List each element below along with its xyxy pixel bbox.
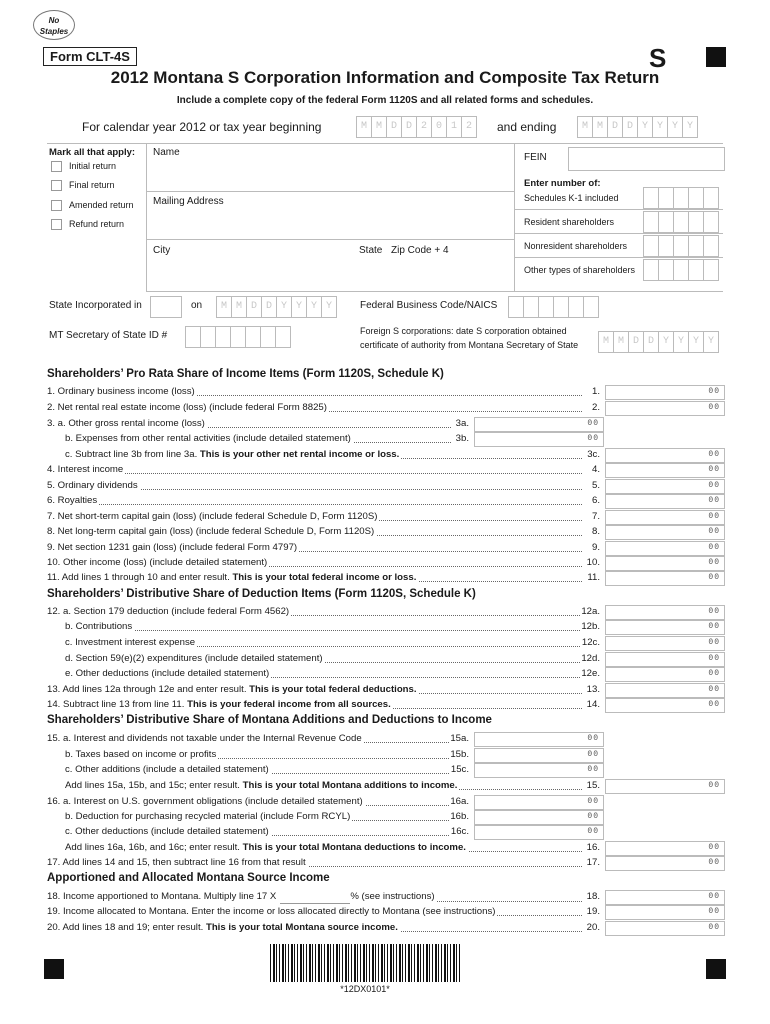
form-line	[47, 402, 600, 414]
line-text	[65, 621, 134, 632]
line-text	[65, 749, 218, 760]
form-line	[65, 749, 469, 761]
cents-placeholder: 00	[708, 607, 720, 616]
line-emphasis: This is your total Montana additions to income.	[242, 780, 458, 791]
amount-field[interactable]	[474, 795, 604, 810]
line-text	[47, 796, 365, 807]
count-label: Resident shareholders	[524, 217, 615, 227]
amount-field[interactable]	[605, 605, 725, 620]
line-number: 5.	[591, 480, 600, 491]
line-number: 9.	[591, 542, 600, 553]
line-number: 4.	[591, 464, 600, 475]
form-line	[47, 495, 600, 507]
line-emphasis: This is your federal income from all sources.	[187, 699, 391, 710]
cents-placeholder: 00	[587, 734, 599, 743]
line-description: 15. a. Interest and dividends not taxable under the Internal Revenue Code	[47, 733, 362, 744]
line-text	[47, 557, 269, 568]
line-emphasis: This is your total federal income or loss.	[232, 572, 417, 583]
line-number: 3a.	[455, 418, 469, 429]
checkbox-label: Amended return	[69, 200, 134, 210]
line-number: 16c.	[450, 826, 469, 837]
cents-placeholder: 00	[587, 797, 599, 806]
divider	[146, 239, 514, 240]
line-number: 8.	[591, 526, 600, 537]
line-description: c. Investment interest expense	[65, 637, 196, 648]
fein-label: FEIN	[524, 152, 547, 163]
cents-placeholder: 00	[708, 481, 720, 490]
line-number: 15c.	[450, 764, 469, 775]
line-text	[47, 684, 419, 695]
amount-field[interactable]	[605, 385, 725, 400]
count-label: Schedules K-1 included	[524, 193, 619, 203]
sos-id-label: MT Secretary of State ID #	[49, 330, 168, 341]
line-text	[65, 637, 197, 648]
cents-placeholder: 00	[587, 419, 599, 428]
line-text	[65, 449, 401, 460]
line-description: 12. a. Section 179 deduction (include federal Form 4562)	[47, 606, 290, 617]
line-text	[65, 668, 271, 679]
amount-field[interactable]	[605, 683, 725, 698]
form-line	[47, 906, 600, 918]
shareholder-count-field[interactable]	[643, 235, 718, 257]
checkbox-initial-return[interactable]	[51, 161, 62, 172]
line-description: c. Other deductions (include detailed statement)	[65, 826, 269, 837]
line-number: 15.	[586, 780, 600, 791]
line-text	[47, 733, 364, 744]
form-subtitle: Include a complete copy of the federal Form 1120S and all related forms and schedules.	[176, 95, 594, 106]
line-text	[47, 891, 437, 902]
line-text	[65, 764, 271, 775]
barcode	[270, 944, 460, 982]
line-number: 15b.	[450, 749, 469, 760]
amount-field[interactable]	[605, 921, 725, 936]
line-text	[47, 480, 140, 491]
on-label: on	[191, 300, 203, 311]
line-text	[47, 572, 418, 583]
apportion-percent-field[interactable]	[280, 891, 350, 904]
divider	[47, 143, 723, 144]
corner-mark-top	[706, 47, 726, 67]
amount-field[interactable]	[605, 636, 725, 651]
cents-placeholder: 00	[708, 387, 720, 396]
form-line	[47, 526, 600, 538]
cents-placeholder: 00	[708, 700, 720, 709]
amount-field[interactable]	[474, 432, 604, 447]
cents-placeholder: 00	[708, 403, 720, 412]
form-line	[47, 606, 600, 618]
cents-placeholder: 00	[587, 812, 599, 821]
fein-field[interactable]	[568, 147, 725, 171]
amount-field[interactable]	[474, 763, 604, 778]
line-description: b. Contributions	[65, 621, 133, 632]
line-number: 3c.	[587, 449, 600, 460]
line-description: 17. Add lines 14 and 15, then subtract line 16 from that result	[47, 857, 306, 868]
line-description: 3. a. Other gross rental income (loss)	[47, 418, 205, 429]
divider	[514, 143, 515, 291]
line-description: e. Other deductions (include detailed statement)	[65, 668, 270, 679]
form-line	[47, 511, 600, 523]
line-description: 16. a. Interest on U.S. government obligations (include detailed statement)	[47, 796, 363, 807]
form-line	[47, 386, 600, 398]
line-text	[65, 780, 459, 791]
cents-placeholder: 00	[708, 654, 720, 663]
corner-mark-bottom-left	[44, 959, 64, 979]
line-number: 12d.	[581, 653, 600, 664]
line-text	[47, 418, 207, 429]
naics-field[interactable]	[508, 296, 598, 318]
foreign-date-field[interactable]: M M D D Y Y Y Y	[598, 331, 718, 353]
line-description: b. Expenses from other rental activities (include detailed statement)	[65, 433, 351, 444]
line-number: 20.	[586, 922, 600, 933]
cents-placeholder: 00	[708, 527, 720, 536]
amount-field[interactable]	[605, 779, 725, 794]
cents-placeholder: 00	[708, 465, 720, 474]
line-text	[65, 842, 468, 853]
line-number: 11.	[587, 572, 600, 583]
cents-placeholder: 00	[708, 543, 720, 552]
cents-placeholder: 00	[587, 434, 599, 443]
line-text	[47, 922, 400, 933]
state-incorporated-field[interactable]	[150, 296, 182, 318]
cents-placeholder: 00	[708, 858, 720, 867]
form-line	[47, 699, 600, 711]
end-date-field[interactable]: M M D D Y Y Y Y	[577, 116, 697, 138]
line-number: 7.	[591, 511, 600, 522]
form-line	[65, 826, 469, 838]
line-description: 10. Other income (loss) (include detailed statement)	[47, 557, 268, 568]
checkbox-label: Initial return	[69, 161, 117, 171]
line-description: 4. Interest income	[47, 464, 124, 475]
divider	[514, 209, 723, 210]
line-emphasis: This is your other net rental income or loss.	[199, 449, 400, 460]
form-line	[65, 668, 600, 680]
amount-field[interactable]	[474, 825, 604, 840]
line-description: 5. Ordinary dividends	[47, 480, 138, 491]
cents-placeholder: 00	[587, 750, 599, 759]
checkbox-final-return[interactable]	[51, 180, 62, 191]
amount-field[interactable]	[474, 748, 604, 763]
amount-field[interactable]	[605, 905, 725, 920]
sos-id-field[interactable]	[185, 326, 290, 348]
line-number: 16b.	[450, 811, 469, 822]
cents-placeholder: 00	[708, 638, 720, 647]
line-number: 10.	[586, 557, 600, 568]
state-label: State	[359, 245, 383, 256]
amount-field[interactable]	[605, 541, 725, 556]
form-title: 2012 Montana S Corporation Information and Composite Tax Return	[110, 68, 660, 87]
line-description: d. Section 59(e)(2) expenditures (include detailed statement)	[65, 653, 323, 664]
line-emphasis: This is your total Montana deductions to income.	[242, 842, 466, 853]
line-number: 18.	[586, 891, 600, 902]
incorporation-date-field[interactable]: M M D D Y Y Y Y	[216, 296, 336, 318]
line-description: b. Deduction for purchasing recycled material (include Form RCYL)	[65, 811, 351, 822]
ending-label: and ending	[497, 120, 557, 134]
shareholder-count-field[interactable]	[643, 211, 718, 233]
amount-field[interactable]	[605, 494, 725, 509]
form-line	[47, 922, 600, 934]
line-number: 19.	[586, 906, 600, 917]
line-text	[65, 826, 271, 837]
mark-all-label: Mark all that apply:	[49, 147, 136, 158]
corner-mark-bottom-right	[706, 959, 726, 979]
line-number: 16a.	[450, 796, 469, 807]
line-description: 1. Ordinary business income (loss)	[47, 386, 195, 397]
line-description: 9. Net section 1231 gain (loss) (include federal Form 4797)	[47, 542, 298, 553]
line-text	[47, 857, 308, 868]
line-description: Add lines 16a, 16b, and 16c; enter result.	[65, 842, 243, 853]
form-line	[65, 449, 600, 461]
amount-field[interactable]	[605, 698, 725, 713]
shareholder-count-field[interactable]	[643, 259, 718, 281]
form-id: Form CLT-4S	[43, 47, 137, 66]
cents-placeholder: 00	[708, 685, 720, 694]
checkbox-amended-return[interactable]	[51, 200, 62, 211]
amount-field[interactable]	[605, 401, 725, 416]
cents-placeholder: 00	[708, 843, 720, 852]
amount-field[interactable]	[605, 652, 725, 667]
line-description: 2. Net rental real estate income (loss) (include federal Form 8825)	[47, 402, 327, 413]
line-emphasis: This is your total federal deductions.	[249, 684, 417, 695]
line-description: 19. Income allocated to Montana. Enter the income or loss allocated directly to Montana (see instructions)	[47, 906, 496, 917]
line-description: c. Other additions (include a detailed statement)	[65, 764, 269, 775]
line-description: 6. Royalties	[47, 495, 98, 506]
line-number: 16.	[586, 842, 600, 853]
checkbox-refund-return[interactable]	[51, 219, 62, 230]
amount-field[interactable]	[605, 620, 725, 635]
line-description: 7. Net short-term capital gain (loss) (include federal Schedule D, Form 1120S)	[47, 511, 378, 522]
cents-placeholder: 00	[708, 512, 720, 521]
form-line	[65, 811, 469, 823]
line-description: 14. Subtract line 13 from line 11.	[47, 699, 188, 710]
line-number: 12c.	[581, 637, 600, 648]
line-description: 11. Add lines 1 through 10 and enter result.	[47, 572, 233, 583]
form-line	[65, 433, 469, 445]
amount-field[interactable]	[605, 667, 725, 682]
form-line	[65, 653, 600, 665]
line-text	[47, 526, 376, 537]
checkbox-label: Refund return	[69, 219, 125, 229]
amount-field[interactable]	[605, 571, 725, 586]
section-deductions-heading: Shareholders’ Distributive Share of Deduction Items (Form 1120S, Schedule K)	[47, 588, 476, 600]
begin-date-field[interactable]: M M D D 2 0 1 2	[356, 116, 476, 138]
line-number: 13.	[586, 684, 600, 695]
divider	[514, 233, 723, 234]
count-label: Nonresident shareholders	[524, 241, 628, 251]
line-text	[47, 906, 497, 917]
zip-label: Zip Code + 4	[391, 245, 449, 256]
form-line	[47, 557, 600, 569]
form-line	[47, 857, 600, 869]
form-letter: S	[649, 43, 667, 73]
foreign-label-1: Foreign S corporations: date S corporation obtained	[360, 326, 567, 336]
line-text	[47, 386, 197, 397]
form-line	[47, 572, 600, 584]
divider	[146, 143, 147, 291]
line-number: 1.	[591, 386, 600, 397]
no-staples-badge: No Staples	[33, 10, 75, 40]
line-number: 2.	[591, 402, 600, 413]
cents-placeholder: 00	[708, 892, 720, 901]
city-label: City	[153, 245, 171, 256]
line-number: 12b.	[581, 621, 600, 632]
line-number: 15a.	[450, 733, 469, 744]
section-montana-heading: Shareholders’ Distributive Share of Montana Additions and Deductions to Income	[47, 714, 492, 726]
count-label: Other types of shareholders	[524, 265, 636, 275]
foreign-label-2: certificate of authority from Montana Secretary of State	[360, 340, 579, 350]
divider	[146, 191, 514, 192]
amount-field[interactable]	[605, 841, 725, 856]
cents-placeholder: 00	[708, 573, 720, 582]
amount-field[interactable]	[605, 890, 725, 905]
leader-dots	[65, 630, 582, 631]
line-description: 18. Income apportioned to Montana. Multiply line 17 X	[47, 891, 277, 902]
line-description: Add lines 15a, 15b, and 15c; enter result.	[65, 780, 243, 791]
form-line	[65, 780, 600, 792]
line-text	[47, 606, 291, 617]
line-description: 8. Net long-term capital gain (loss) (include federal Schedule D, Form 1120S)	[47, 526, 375, 537]
line-text	[65, 811, 352, 822]
leader-dots	[47, 504, 582, 505]
line-description: 20. Add lines 18 and 19; enter result.	[47, 922, 206, 933]
line-text	[65, 653, 325, 664]
line-text	[47, 464, 125, 475]
line-number: 12e.	[581, 668, 600, 679]
line-text	[47, 511, 379, 522]
amount-field[interactable]	[605, 463, 725, 478]
form-line	[47, 480, 600, 492]
line-text	[47, 542, 299, 553]
enter-number-label: Enter number of:	[524, 178, 601, 189]
amount-field[interactable]	[474, 810, 604, 825]
line-number: 14.	[586, 699, 600, 710]
form-line	[47, 464, 600, 476]
naics-label: Federal Business Code/NAICS	[360, 300, 498, 311]
line-number: 3b.	[455, 433, 469, 444]
line-text	[47, 495, 99, 506]
amount-field[interactable]	[605, 479, 725, 494]
cents-placeholder: 00	[708, 669, 720, 678]
form-line	[47, 891, 600, 904]
section-income-heading: Shareholders’ Pro Rata Share of Income Items (Form 1120S, Schedule K)	[47, 368, 444, 380]
line-number: 6.	[591, 495, 600, 506]
cents-placeholder: 00	[708, 781, 720, 790]
form-line	[47, 418, 469, 430]
form-line	[47, 796, 469, 808]
mailing-address-label: Mailing Address	[153, 196, 224, 207]
line-text	[47, 699, 393, 710]
leader-dots	[47, 473, 582, 474]
amount-field[interactable]	[605, 525, 725, 540]
line-description: 13. Add lines 12a through 12e and enter result.	[47, 684, 250, 695]
form-line	[47, 542, 600, 554]
amount-field[interactable]	[605, 510, 725, 525]
amount-field[interactable]	[605, 556, 725, 571]
amount-field[interactable]	[605, 856, 725, 871]
cents-placeholder: 00	[708, 907, 720, 916]
line-number: 17.	[586, 857, 600, 868]
checkbox-label: Final return	[69, 180, 115, 190]
calendar-year-label: For calendar year 2012 or tax year beginning	[82, 120, 322, 134]
amount-field[interactable]	[605, 448, 725, 463]
divider	[146, 291, 723, 292]
cents-placeholder: 00	[708, 923, 720, 932]
form-line	[65, 764, 469, 776]
form-line	[65, 637, 600, 649]
cents-placeholder: 00	[587, 765, 599, 774]
cents-placeholder: 00	[587, 827, 599, 836]
cents-placeholder: 00	[708, 496, 720, 505]
cents-placeholder: 00	[708, 558, 720, 567]
line-text	[47, 402, 329, 413]
form-line	[65, 621, 600, 633]
form-line	[47, 733, 469, 745]
amount-field[interactable]	[474, 732, 604, 747]
cents-placeholder: 00	[708, 622, 720, 631]
line-description: b. Taxes based on income or profits	[65, 749, 217, 760]
line-text	[65, 433, 353, 444]
amount-field[interactable]	[474, 417, 604, 432]
line-description-suffix: % (see instructions)	[350, 891, 435, 902]
section-source-heading: Apportioned and Allocated Montana Source Income	[47, 872, 330, 884]
state-incorporated-label: State Incorporated in	[49, 300, 142, 311]
form-line	[47, 684, 600, 696]
barcode-text: *12DX0101*	[340, 984, 390, 994]
shareholder-count-field[interactable]	[643, 187, 718, 209]
line-number: 12a.	[581, 606, 600, 617]
name-label: Name	[153, 147, 180, 158]
divider	[514, 257, 723, 258]
form-line	[65, 842, 600, 854]
line-emphasis: This is your total Montana source income.	[205, 922, 398, 933]
line-description: c. Subtract line 3b from line 3a.	[65, 449, 200, 460]
cents-placeholder: 00	[708, 450, 720, 459]
